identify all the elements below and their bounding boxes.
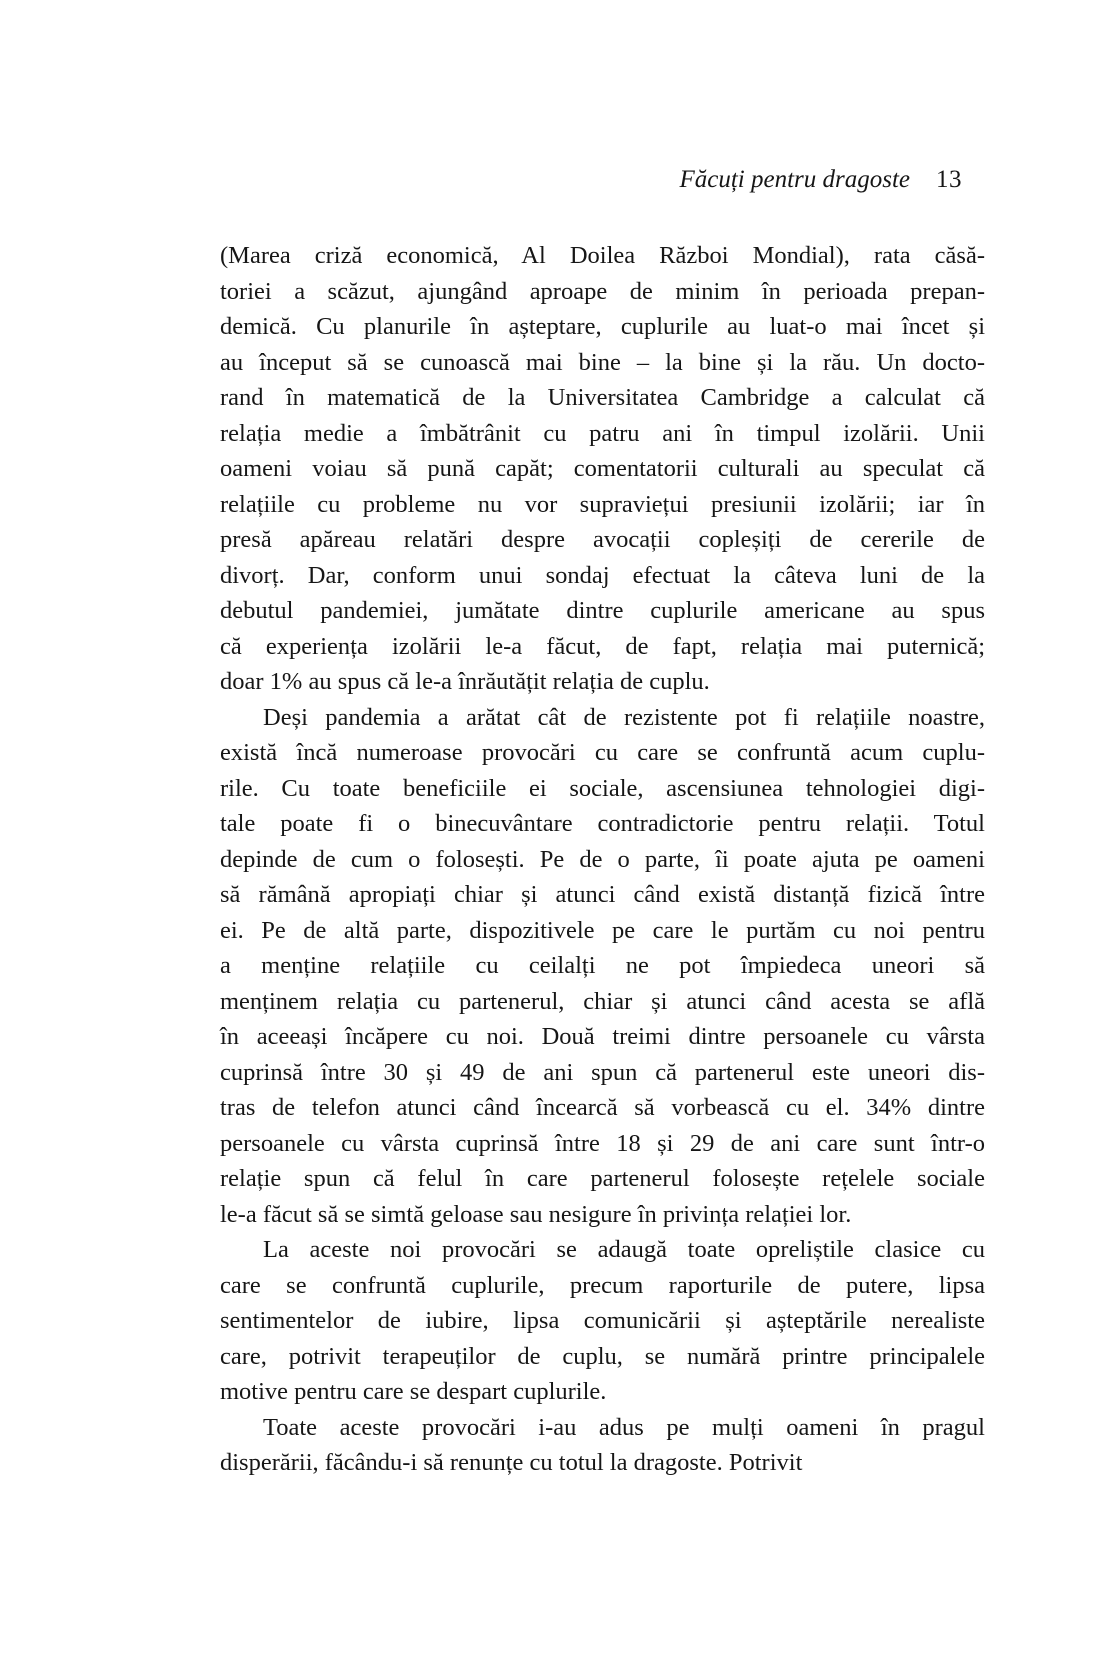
text-line: le-a făcut să se simtă geloase sau nesigure în privința relației lor. [220, 1200, 852, 1228]
paragraph-1 [220, 238, 985, 700]
text-line: sentimentelor de iubire, lipsa comunicării și așteptările nerealiste [220, 1307, 985, 1334]
text-line: relațiile cu probleme nu vor supraviețui presiunii izolării; iar în [220, 490, 985, 518]
text-line: motive pentru care se despart cuplurile. [220, 1378, 607, 1405]
text-line: relația medie a îmbătrânit cu patru ani în timpul izolării. Unii [220, 419, 985, 447]
text-line: rand în matematică de la Universitatea Cambridge a calculat că [220, 384, 985, 411]
text-line: care, potrivit terapeuților de cuplu, se numără printre principalele [220, 1342, 985, 1370]
text-line: tale poate fi o binecuvântare contradictorie pentru relații. Totul [220, 810, 985, 837]
text-line: care se confruntă cuplurile, precum raporturile de putere, lipsa [220, 1271, 985, 1299]
text-line: toriei a scăzut, ajungând aproape de minim în perioada prepan- [220, 277, 985, 305]
page-number: 13 [936, 166, 962, 193]
text-line: doar 1% au spus că le-a înrăutățit relația de cuplu. [220, 668, 710, 695]
text-line: a menține relațiile cu ceilalți ne pot împiedeca uneori să [220, 952, 985, 979]
text-line: să rămână apropiați chiar și atunci când există distanță fizică între [220, 881, 985, 908]
text-line: (Marea criză economică, Al Doilea Război Mondial), rata căsă- [220, 242, 985, 269]
text-line: oameni voiau să pună capăt; comentatorii culturali au speculat că [220, 455, 985, 482]
text-line: ei. Pe de altă parte, dispozitivele pe care le purtăm cu noi pentru [220, 916, 985, 944]
text-line: menținem relația cu partenerul, chiar și atunci când acesta se află [220, 987, 985, 1015]
text-line: că experiența izolării le-a făcut, de fapt, relația mai puternică; [220, 632, 985, 660]
paragraph-4 [220, 1410, 985, 1481]
text-line: rile. Cu toate beneficiile ei sociale, ascensiunea tehnologiei digi- [220, 774, 985, 802]
text-line: debutul pandemiei, jumătate dintre cuplurile americane au spus [220, 597, 985, 624]
text-line: există încă numeroase provocări cu care se confruntă acum cuplu- [220, 739, 985, 766]
paragraph-2 [220, 700, 985, 1233]
paragraph-3 [220, 1232, 985, 1410]
running-title: Făcuți pentru dragoste [679, 166, 910, 193]
text-line: relație spun că felul în care partenerul folosește rețelele sociale [220, 1165, 985, 1192]
text-line: La aceste noi provocări se adaugă toate opreliștile clasice cu [263, 1236, 985, 1263]
running-header [220, 164, 962, 196]
text-line: Deși pandemia a arătat cât de rezistente pot fi relațiile noastre, [263, 703, 985, 731]
page-text [220, 238, 985, 1481]
text-line: Toate aceste provocări i-au adus pe mulți oameni în pragul [263, 1413, 985, 1441]
text-line: în aceeași încăpere cu noi. Două treimi dintre persoanele cu vârsta [220, 1023, 985, 1050]
text-line: persoanele cu vârsta cuprinsă între 18 și 29 de ani care sunt într-o [220, 1129, 985, 1157]
text-line: cuprinsă între 30 și 49 de ani spun că partenerul este uneori dis- [220, 1058, 985, 1086]
text-line: disperării, făcându-i să renunțe cu totul la dragoste. Potrivit [220, 1449, 803, 1476]
text-line: au început să se cunoască mai bine – la bine și la rău. Un docto- [220, 348, 985, 376]
text-line: divorț. Dar, conform unui sondaj efectuat la câteva luni de la [220, 561, 985, 589]
text-line: demică. Cu planurile în așteptare, cuplurile au luat-o mai încet și [220, 313, 985, 340]
text-line: depinde de cum o folosești. Pe de o parte, îi poate ajuta pe oameni [220, 845, 985, 873]
text-line: tras de telefon atunci când încearcă să vorbească cu el. 34% dintre [220, 1094, 985, 1121]
text-line: presă apăreau relatări despre avocații copleșiți de cererile de [220, 526, 985, 553]
